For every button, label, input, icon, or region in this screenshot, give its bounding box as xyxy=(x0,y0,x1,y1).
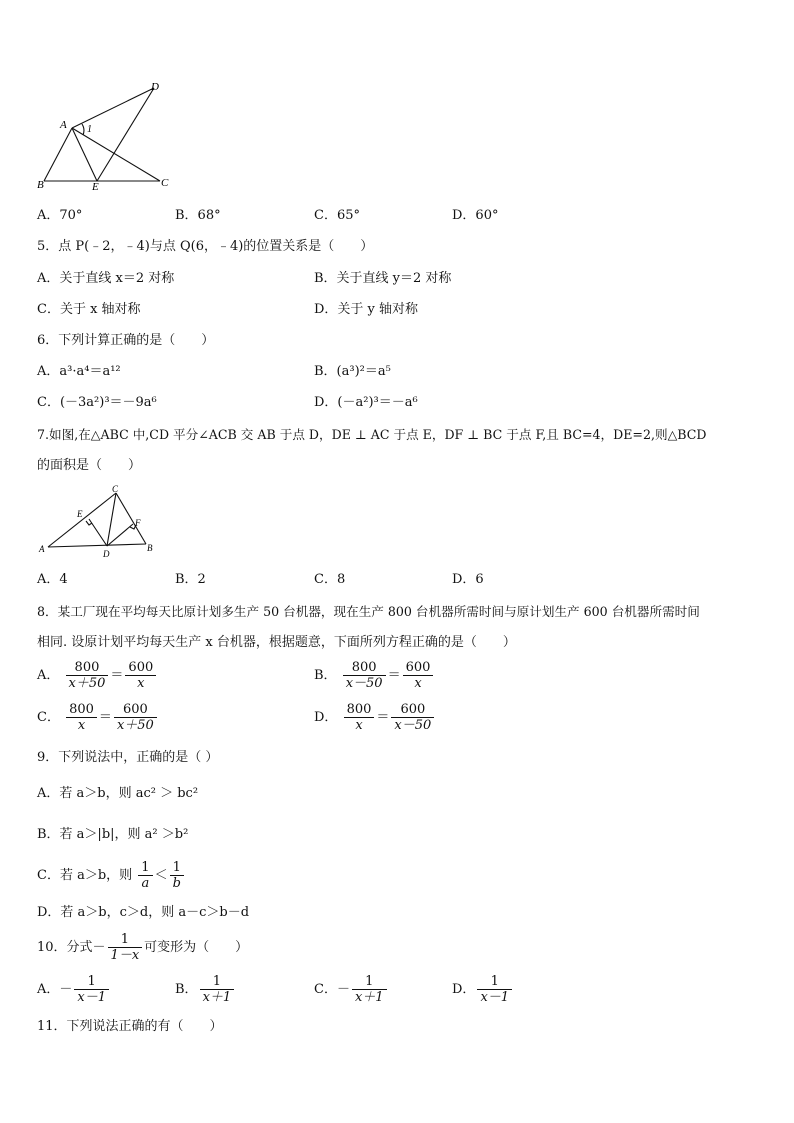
q10-d-den: x－1 xyxy=(477,989,512,1005)
q9-option-b[interactable]: B．若 a＞|b|，则 a² ＞b² xyxy=(37,827,189,842)
q6-option-a[interactable]: A．a³·a⁴＝a¹² xyxy=(37,364,121,379)
q8-stem-line2: 相同. 设原计划平均每天生产 x 台机器，根据题意，下面所列方程正确的是（ ） xyxy=(37,635,516,650)
q9-option-c[interactable] xyxy=(37,860,186,891)
q8-a-frac2 xyxy=(125,660,156,691)
q8-b-n2: 600 xyxy=(405,660,431,675)
fig7-label-B: B xyxy=(147,543,153,553)
q8-c-d2: x＋50 xyxy=(114,717,157,733)
q10-option-b[interactable] xyxy=(175,974,236,1005)
q11-stem: 11．下列说法正确的有（ ） xyxy=(37,1019,223,1034)
q7-stem-line2: 的面积是（ ） xyxy=(37,458,142,473)
q6-option-c[interactable]: C．(－3a²)³＝－9a⁶ xyxy=(37,395,157,410)
q9-c-frac2 xyxy=(170,860,184,891)
q8-b-eq: ＝ xyxy=(387,668,401,683)
q9-option-a[interactable]: A．若 a＞b，则 ac² ＞ bc² xyxy=(37,786,199,801)
q5-option-d[interactable]: D．关于 y 轴对称 xyxy=(314,302,419,317)
q8-d-eq: ＝ xyxy=(376,710,390,725)
q8-c-eq: ＝ xyxy=(98,710,112,725)
fig4-label-C: C xyxy=(161,177,169,189)
q9-c-pre: C．若 a＞b，则 xyxy=(37,868,133,883)
q10-b-frac xyxy=(200,974,235,1005)
q8-a-n1: 800 xyxy=(74,660,100,675)
q8-d-frac1 xyxy=(344,702,375,733)
q8-c-frac1 xyxy=(66,702,97,733)
q10-c-frac xyxy=(352,974,387,1005)
q10-option-a[interactable] xyxy=(37,974,111,1005)
q8-b-frac2 xyxy=(403,660,434,691)
fig4-label-E: E xyxy=(92,181,99,192)
q10-num: 1 xyxy=(120,932,129,947)
q9-c-d1: a xyxy=(138,875,152,891)
q8-option-b[interactable] xyxy=(314,660,435,691)
q8-c-n1: 800 xyxy=(69,702,94,717)
q8-option-d[interactable] xyxy=(314,702,436,733)
fig7-label-A: A xyxy=(39,544,45,554)
q10-pre: 10．分式－ xyxy=(37,940,106,955)
q10-post: 可变形为（ ） xyxy=(144,940,249,955)
q8-a-frac1 xyxy=(66,660,109,691)
q8-b-n1: 800 xyxy=(351,660,377,675)
q10-d-num: 1 xyxy=(490,974,499,989)
q8-d-frac2 xyxy=(391,702,434,733)
q8-c-frac2 xyxy=(114,702,157,733)
q8-stem-line1: 8．某工厂现在平均每天比原计划多生产 50 台机器，现在生产 800 台机器所需时间与原计划生产 600 台机器所需时间 xyxy=(37,604,700,619)
q7-option-c[interactable]: C．8 xyxy=(314,572,346,587)
q8-a-d1: x＋50 xyxy=(66,675,109,691)
q8-a-n2: 600 xyxy=(128,660,154,675)
fig4-label-D: D xyxy=(151,81,159,93)
q8-option-c-label: C． xyxy=(37,710,60,725)
q8-b-d2: x xyxy=(403,675,434,691)
q6-stem: 6．下列计算正确的是（ ） xyxy=(37,333,215,348)
q8-option-c[interactable] xyxy=(37,702,159,733)
q10-b-label: B． xyxy=(175,982,198,997)
q5-option-a[interactable]: A．关于直线 x＝2 对称 xyxy=(37,271,175,286)
q9-option-d[interactable]: D．若 a＞b，c＞d，则 a－c＞b－d xyxy=(37,905,250,920)
q10-d-frac xyxy=(477,974,512,1005)
q8-a-eq: ＝ xyxy=(110,668,124,683)
q4-option-b[interactable]: B．68° xyxy=(175,208,221,223)
q7-stem-line1: 7.如图,在△ABC 中,CD 平分∠ACB 交 AB 于点 D，DE ⊥ AC 于点 E，DF ⊥ BC 于点 F,且 BC=4，DE=2,则△BCD xyxy=(37,427,707,442)
q9-c-d2: b xyxy=(170,875,184,891)
q10-c-label: C．－ xyxy=(314,982,350,997)
q8-d-n2: 600 xyxy=(400,702,426,717)
q9-c-n1: 1 xyxy=(141,860,150,875)
fig4-label-angle: 1 xyxy=(87,124,92,135)
q6-option-b[interactable]: B．(a³)²＝a⁵ xyxy=(314,364,391,379)
fig4-label-B: B xyxy=(37,179,44,191)
q8-option-d-label: D． xyxy=(314,710,338,725)
q8-option-a-label: A． xyxy=(37,668,60,683)
q8-option-a[interactable] xyxy=(37,660,158,691)
fig7-label-F: F xyxy=(135,518,141,528)
q5-stem: 5．点 P(﹣2，﹣4)与点 Q(6，﹣4)的位置关系是（ ） xyxy=(37,239,374,254)
q8-d-n1: 800 xyxy=(346,702,372,717)
q10-den: 1－x xyxy=(108,947,143,963)
fig7-label-E: E xyxy=(77,509,83,519)
q10-d-label: D． xyxy=(452,982,476,997)
q10-stem xyxy=(37,932,248,963)
q8-d-d2: x－50 xyxy=(391,717,434,733)
q4-option-c[interactable]: C．65° xyxy=(314,208,360,223)
q10-a-frac xyxy=(74,974,109,1005)
q10-option-c[interactable] xyxy=(314,974,389,1005)
q8-b-frac1 xyxy=(343,660,386,691)
q10-a-num: 1 xyxy=(87,974,96,989)
q4-option-a[interactable]: A．70° xyxy=(37,208,83,223)
q5-option-b[interactable]: B．关于直线 y＝2 对称 xyxy=(314,271,452,286)
q9-c-op: ＜ xyxy=(154,868,168,883)
q9-c-frac1 xyxy=(138,860,152,891)
q10-b-num: 1 xyxy=(212,974,221,989)
q10-b-den: x＋1 xyxy=(200,989,235,1005)
q9-stem: 9．下列说法中，正确的是（ ） xyxy=(37,750,219,765)
q10-frac xyxy=(108,932,143,963)
q7-option-a[interactable]: A．4 xyxy=(37,572,68,587)
q10-c-num: 1 xyxy=(365,974,374,989)
q6-option-d[interactable]: D．(－a²)³＝－a⁶ xyxy=(314,395,418,410)
figure-q4 xyxy=(30,80,180,192)
fig7-label-C: C xyxy=(112,484,119,494)
q8-d-d1: x xyxy=(344,717,375,733)
figure-q7 xyxy=(34,484,164,564)
q5-option-c[interactable]: C．关于 x 轴对称 xyxy=(37,302,141,317)
q4-option-d[interactable]: D．60° xyxy=(452,208,499,223)
q8-option-b-label: B． xyxy=(314,668,337,683)
fig4-label-A: A xyxy=(60,119,67,131)
q10-option-d[interactable] xyxy=(452,974,514,1005)
q8-c-d1: x xyxy=(66,717,97,733)
fig7-label-D: D xyxy=(103,549,110,559)
q10-c-den: x＋1 xyxy=(352,989,387,1005)
q7-option-b[interactable]: B．2 xyxy=(175,572,206,587)
q7-option-d[interactable]: D．6 xyxy=(452,572,484,587)
q8-b-d1: x－50 xyxy=(343,675,386,691)
q10-a-label: A．－ xyxy=(37,982,73,997)
q8-c-n2: 600 xyxy=(122,702,148,717)
q8-a-d2: x xyxy=(125,675,156,691)
q10-a-den: x－1 xyxy=(74,989,109,1005)
q9-c-n2: 1 xyxy=(172,860,181,875)
